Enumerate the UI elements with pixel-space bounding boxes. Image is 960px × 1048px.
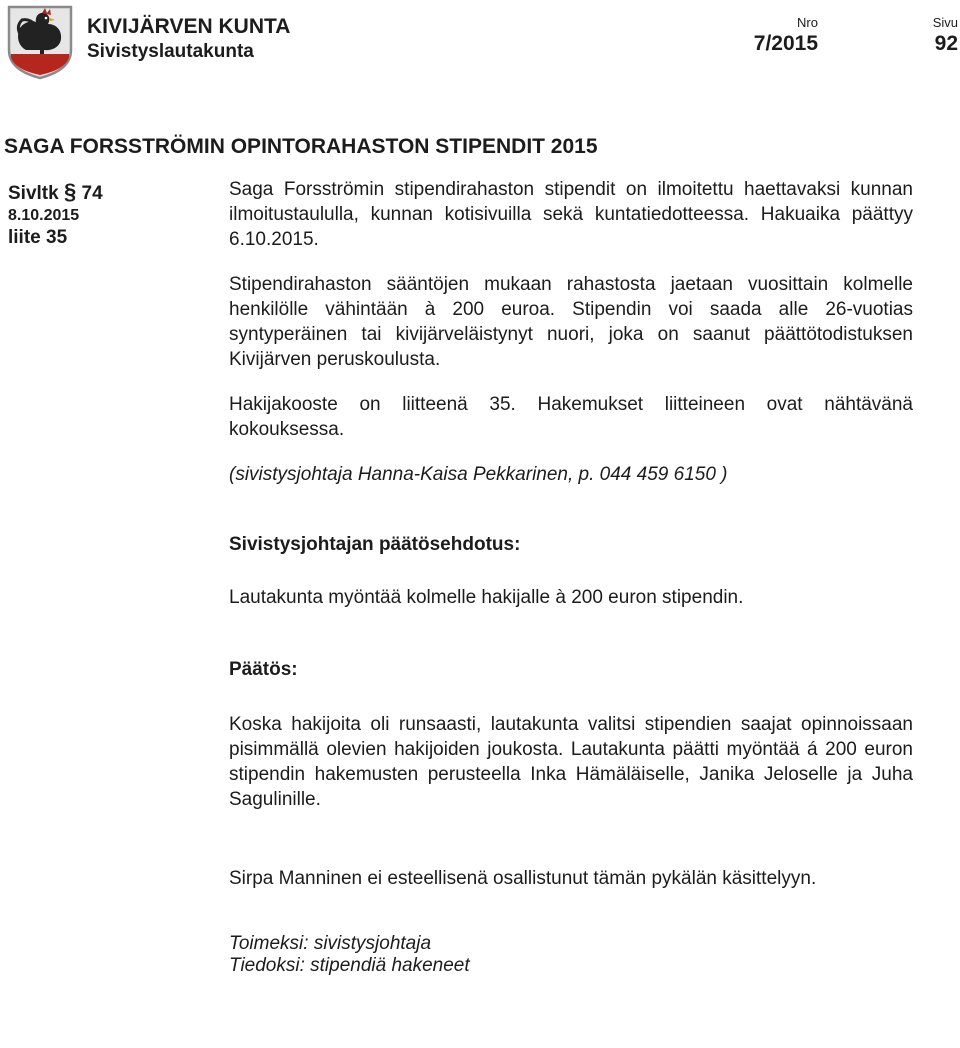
- section-number: 74: [81, 183, 103, 204]
- section-prefix: Sivltk: [8, 183, 59, 204]
- section-reference: [8, 180, 208, 250]
- document-body: [229, 177, 913, 977]
- decision-text: Koska hakijoita oli runsaasti, lautakunta valitsi stipendien saajat opinnoissaan pisimmällä olevien hakijoiden joukosta. Lautakunta päätti myöntää á 200 euron stipendin hakemusten perusteella Inka Hämäläiselle, Janika Jeloselle ja Juha Sagulinille.: [229, 714, 913, 810]
- paragraph-announcement: Saga Forsströmin stipendirahaston stipendit on ilmoitettu haettavaksi kunnan ilmoitustaululla, kunnan kotisivuilla sekä kuntatiedotteessa. Hakuaika päättyy 6.10.2015.: [229, 179, 913, 250]
- action-line: Toimeksi: sivistysjohtaja: [229, 933, 432, 954]
- organization-name: KIVIJÄRVEN KUNTA: [87, 15, 291, 38]
- attachment-reference: liite 35: [8, 227, 68, 248]
- contact-info: (sivistysjohtaja Hanna-Kaisa Pekkarinen, p. 044 459 6150 ): [229, 464, 728, 485]
- meeting-number-value: 7/2015: [753, 32, 818, 55]
- document-title: SAGA FORSSTRÖMIN OPINTORAHASTON STIPENDIT 2015: [4, 135, 598, 158]
- page-number-value: 92: [934, 32, 958, 55]
- meeting-number: [740, 15, 818, 57]
- paragraph-rules: Stipendirahaston sääntöjen mukaan rahastosta jaetaan vuosittain kolmelle henkilölle vähintään à 200 euroa. Stipendin voi saada alle 26-vuotias syntyperäinen tai kivijärveläistynyt nuori, joka on saanut päättötodistuksen Kivijärven peruskoulusta.: [229, 274, 913, 370]
- meeting-number-label: Nro: [797, 15, 818, 30]
- proposal-text: Lautakunta myöntää kolmelle hakijalle à 200 euron stipendin.: [229, 587, 744, 608]
- board-name: Sivistyslautakunta: [87, 41, 254, 62]
- notice-line: Tiedoksi: stipendiä hakeneet: [229, 955, 470, 976]
- paragraph-attachment: Hakijakooste on liitteenä 35. Hakemukset liitteineen ovat nähtävänä kokouksessa.: [229, 394, 913, 440]
- municipality-crest-icon: [6, 4, 74, 80]
- section-symbol: §: [63, 179, 77, 204]
- page-number: [900, 15, 958, 57]
- meeting-date: 8.10.2015: [8, 207, 80, 224]
- section-line: [8, 180, 208, 206]
- proposal-heading: Sivistysjohtajan päätösehdotus:: [229, 534, 521, 555]
- page-number-label: Sivu: [932, 15, 958, 30]
- disqualification-note: Sirpa Manninen ei esteellisenä osallistunut tämän pykälän käsittelyyn.: [229, 868, 817, 889]
- decision-heading: Päätös:: [229, 659, 298, 680]
